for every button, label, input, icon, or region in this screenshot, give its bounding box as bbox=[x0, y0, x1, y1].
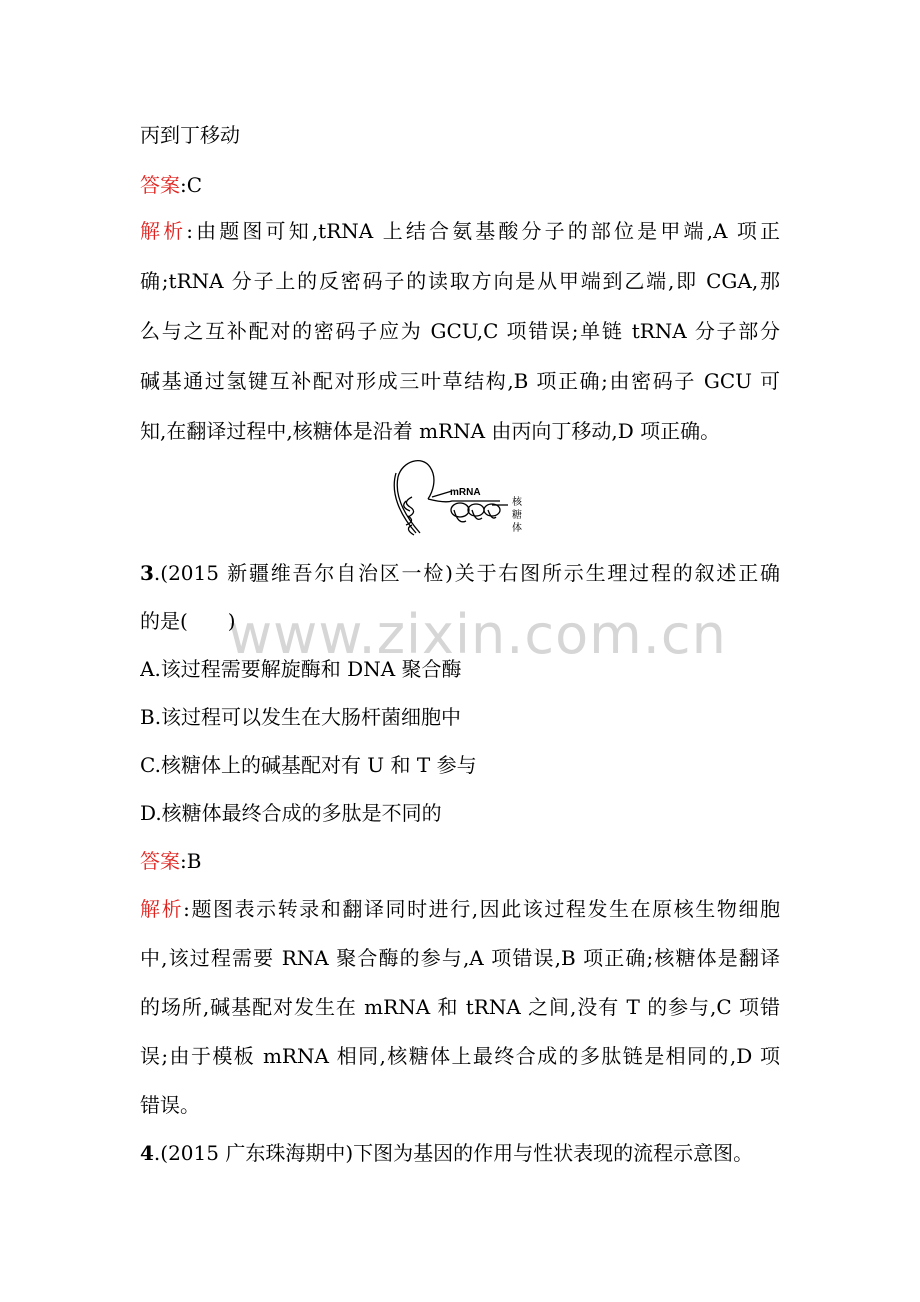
q4-stem: 4.(2015 广东珠海期中)下图为基因的作用与性状表现的流程示意图。 bbox=[140, 1141, 754, 1165]
q2-analysis-line: 知,在翻译过程中,核糖体是沿着 mRNA 由丙向丁移动,D 项正确。 bbox=[140, 419, 721, 443]
question-number: 3 bbox=[140, 561, 154, 585]
q3-analysis-line: 中,该过程需要 RNA 聚合酶的参与,A 项错误,B 项正确;核糖体是翻译 bbox=[140, 946, 780, 970]
q3-option-c: C.核糖体上的碱基配对有 U 和 T 参与 bbox=[140, 753, 477, 777]
answer-label: 答案 bbox=[140, 173, 180, 197]
q2-analysis-line: 解析:由题图可知,tRNA 上结合氨基酸分子的部位是甲端,A 项正 bbox=[140, 219, 780, 243]
answer-value: :B bbox=[180, 849, 202, 873]
q3-analysis-line: 错误。 bbox=[140, 1093, 200, 1117]
answer-label: 答案 bbox=[140, 849, 180, 873]
answer-value: :C bbox=[180, 173, 203, 197]
q3-answer bbox=[140, 848, 780, 874]
ribosome-label-char: 体 bbox=[512, 523, 522, 534]
question-number: 4 bbox=[140, 1141, 154, 1165]
ribosome-label-char: 核 bbox=[512, 497, 522, 508]
q2-analysis-line: 确;tRNA 分子上的反密码子的读取方向是从甲端到乙端,即 CGA,那 bbox=[140, 269, 780, 293]
q2-analysis-line: 碱基通过氢键互补配对形成三叶草结构,B 项正确;由密码子 GCU 可 bbox=[140, 369, 780, 393]
ribosome-label-char: 糖 bbox=[512, 510, 522, 521]
q3-option-d: D.核糖体最终合成的多肽是不同的 bbox=[140, 801, 442, 825]
q3-option-b: B.该过程可以发生在大肠杆菌细胞中 bbox=[140, 705, 462, 729]
q2-stem-end: 丙到丁移动 bbox=[140, 123, 240, 147]
q3-analysis-line: 的场所,碱基配对发生在 mRNA 和 tRNA 之间,没有 T 的参与,C 项错 bbox=[140, 995, 780, 1019]
analysis-label: 解析 bbox=[140, 219, 187, 243]
q3-analysis-line: 误;由于模板 mRNA 相同,核糖体上最终合成的多肽链是相同的,D 项 bbox=[140, 1044, 780, 1068]
q3-option-a: A.该过程需要解旋酶和 DNA 聚合酶 bbox=[140, 657, 462, 681]
q2-answer bbox=[140, 172, 780, 198]
q3-analysis-line: 解析:题图表示转录和翻译同时进行,因此该过程发生在原核生物细胞 bbox=[140, 897, 780, 921]
figure-drawing bbox=[392, 455, 532, 540]
watermark: www.zixin.com.cn bbox=[228, 603, 727, 666]
q3-stem: 3.(2015 新疆维吾尔自治区一检)关于右图所示生理过程的叙述正确 bbox=[140, 561, 780, 585]
transcription-translation-figure bbox=[392, 455, 532, 540]
mrna-label: mRNA bbox=[450, 487, 481, 498]
q3-stem-line2: 的是( ) bbox=[140, 609, 236, 633]
analysis-label: 解析 bbox=[140, 897, 184, 921]
q2-analysis-line: 么与之互补配对的密码子应为 GCU,C 项错误;单链 tRNA 分子部分 bbox=[140, 319, 780, 343]
